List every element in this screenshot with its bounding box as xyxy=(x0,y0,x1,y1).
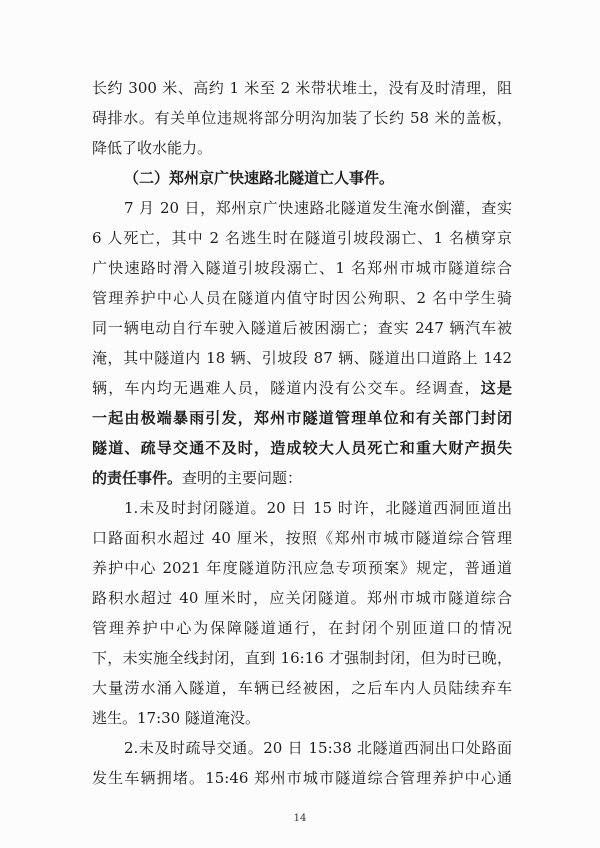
text-line: 广快速路时滑入隧道引坡段溺亡、1 名郑州市城市隧道综合 xyxy=(92,259,512,277)
text-line: 下，未实施全线封闭，直到 16:16 才强制封闭，但为时已晚， xyxy=(92,649,512,667)
text-line: 长约 300 米、高约 1 米至 2 米带状堆土，没有及时清理，阻 xyxy=(92,79,512,97)
text-line: 管理养护中心人员在隧道内值守时因公殉职、2 名中学生骑 xyxy=(92,289,512,307)
emphasis-text: 的责任事件。 xyxy=(92,469,183,487)
emphasis-line: 隧道、疏导交通不及时，造成较大人员死亡和重大财产损失 xyxy=(92,439,512,457)
text-line: 同一辆电动自行车驶入隧道后被困溺亡；查实 247 辆汽车被 xyxy=(92,319,512,337)
list-item-heading-line: 1.未及时封闭隧道。20 日 15 时许，北隧道西洞匝道出 xyxy=(124,499,512,517)
text-line: 路积水超过 40 厘米时，应关闭隧道。郑州市城市隧道综合 xyxy=(92,589,512,607)
text-line: 7 月 20 日，郑州京广快速路北隧道发生淹水倒灌，查实 xyxy=(124,199,512,217)
text-line xyxy=(92,463,512,493)
page-number: 14 xyxy=(293,813,307,824)
list-item-heading-line: 2.未及时疏导交通。20 日 15:38 北隧道西洞出口处路面 xyxy=(124,739,512,757)
text-segment: 辆，车内均无遇难人员，隧道内没有公交车。经调查， xyxy=(92,379,481,397)
emphasis-line: 一起由极端暴雨引发，郑州市隧道管理单位和有关部门封闭 xyxy=(92,409,512,427)
text-line: 逃生。17:30 隧道淹没。 xyxy=(92,709,260,727)
text-line: 6 人死亡，其中 2 名逃生时在隧道引坡段溺亡、1 名横穿京 xyxy=(92,229,512,247)
emphasis-text: 这是 xyxy=(480,379,512,397)
text-line: 管理养护中心为保障隧道通行，在封闭个别匝道口的情况 xyxy=(92,619,512,637)
text-line: 淹，其中隧道内 18 辆、引坡段 87 辆、隧道出口道路上 142 xyxy=(92,349,512,367)
text-line xyxy=(92,373,512,403)
text-line: 口路面积水超过 40 厘米，按照《郑州市城市隧道综合管理 xyxy=(92,529,512,547)
text-line: 碍排水。有关单位违规将部分明沟加装了长约 58 米的盖板， xyxy=(92,109,512,127)
text-line: 发生车辆拥堵。15:46 郑州市城市隧道综合管理养护中心通 xyxy=(92,769,512,787)
text-segment: 查明的主要问题： xyxy=(182,469,303,487)
text-line: 养护中心 2021 年度隧道防汛应急专项预案》规定，普通道 xyxy=(92,559,512,577)
section-heading: （二）郑州京广快速路北隧道亡人事件。 xyxy=(124,169,395,187)
text-line: 大量涝水涌入隧道，车辆已经被困，之后车内人员陆续弃车 xyxy=(92,679,512,697)
text-line: 降低了收水能力。 xyxy=(92,139,213,157)
body-text xyxy=(92,73,512,793)
